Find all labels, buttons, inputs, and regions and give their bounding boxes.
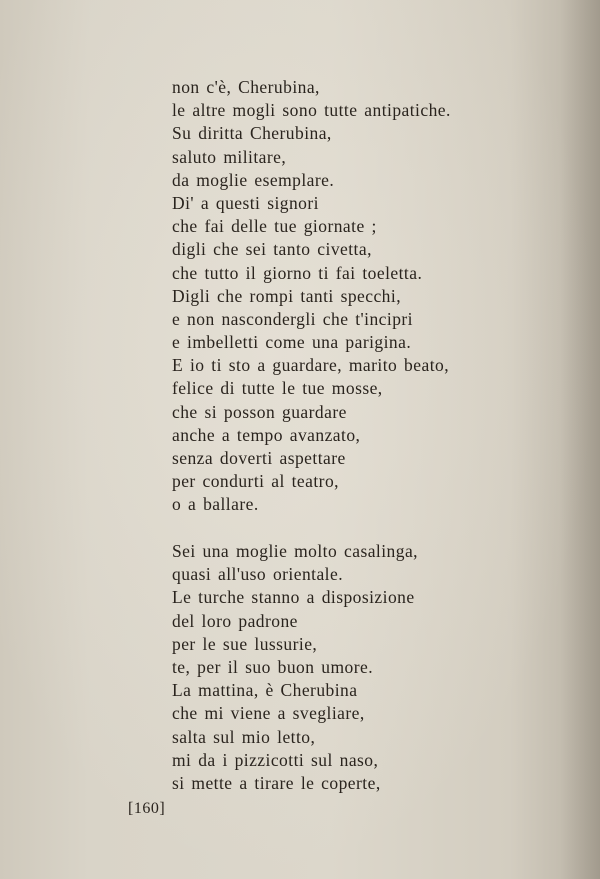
poem-line: per condurti al teatro, — [172, 471, 339, 492]
poem-line: saluto militare, — [172, 146, 287, 167]
poem-line: Su diritta Cherubina, — [172, 123, 332, 144]
poem-line: La mattina, è Cherubina — [172, 680, 358, 701]
poem-line: si mette a tirare le coperte, — [172, 772, 381, 793]
poem-stanza-1 — [172, 76, 451, 517]
poem-line: Sei una moglie molto casalinga, — [172, 541, 418, 561]
poem-line: che mi viene a svegliare, — [172, 703, 365, 724]
poem-line: Digli che rompi tanti specchi, — [172, 285, 402, 306]
poem-line: salta sul mio letto, — [172, 726, 316, 747]
poem-line: anche a tempo avanzato, — [172, 424, 361, 445]
poem-line: o a ballare. — [172, 494, 259, 515]
poem-line: le altre mogli sono tutte antipatiche. — [172, 100, 451, 121]
poem-line: che fai delle tue giornate ; — [172, 216, 377, 237]
poem-stanza-2 — [172, 540, 418, 795]
poem-line: che tutto il giorno ti fai toeletta. — [172, 262, 423, 283]
poem-line: per le sue lussurie, — [172, 633, 318, 654]
poem-line: e imbelletti come una parigina. — [172, 332, 412, 353]
poem-line: felice di tutte le tue mosse, — [172, 378, 383, 399]
page-spine-shadow — [560, 0, 600, 879]
poem-line: da moglie esemplare. — [172, 169, 335, 190]
poem-line: mi da i pizzicotti sul naso, — [172, 749, 379, 770]
poem-line: che si posson guardare — [172, 401, 347, 422]
poem-line: senza doverti aspettare — [172, 448, 346, 468]
poem-line: Le turche stanno a disposizione — [172, 587, 415, 608]
poem-line: digli che sei tanto civetta, — [172, 239, 372, 260]
poem-line: E io ti sto a guardare, marito beato, — [172, 355, 450, 376]
poem-line: del loro padrone — [172, 610, 298, 631]
page-number: [160] — [128, 800, 166, 817]
poem-line: e non nascondergli che t'incipri — [172, 308, 413, 329]
poem-line: quasi all'uso orientale. — [172, 564, 344, 585]
poem-line: non c'è, Cherubina, — [172, 77, 320, 97]
poem-line: Di' a questi signori — [172, 192, 319, 213]
poem-line: te, per il suo buon umore. — [172, 656, 374, 677]
